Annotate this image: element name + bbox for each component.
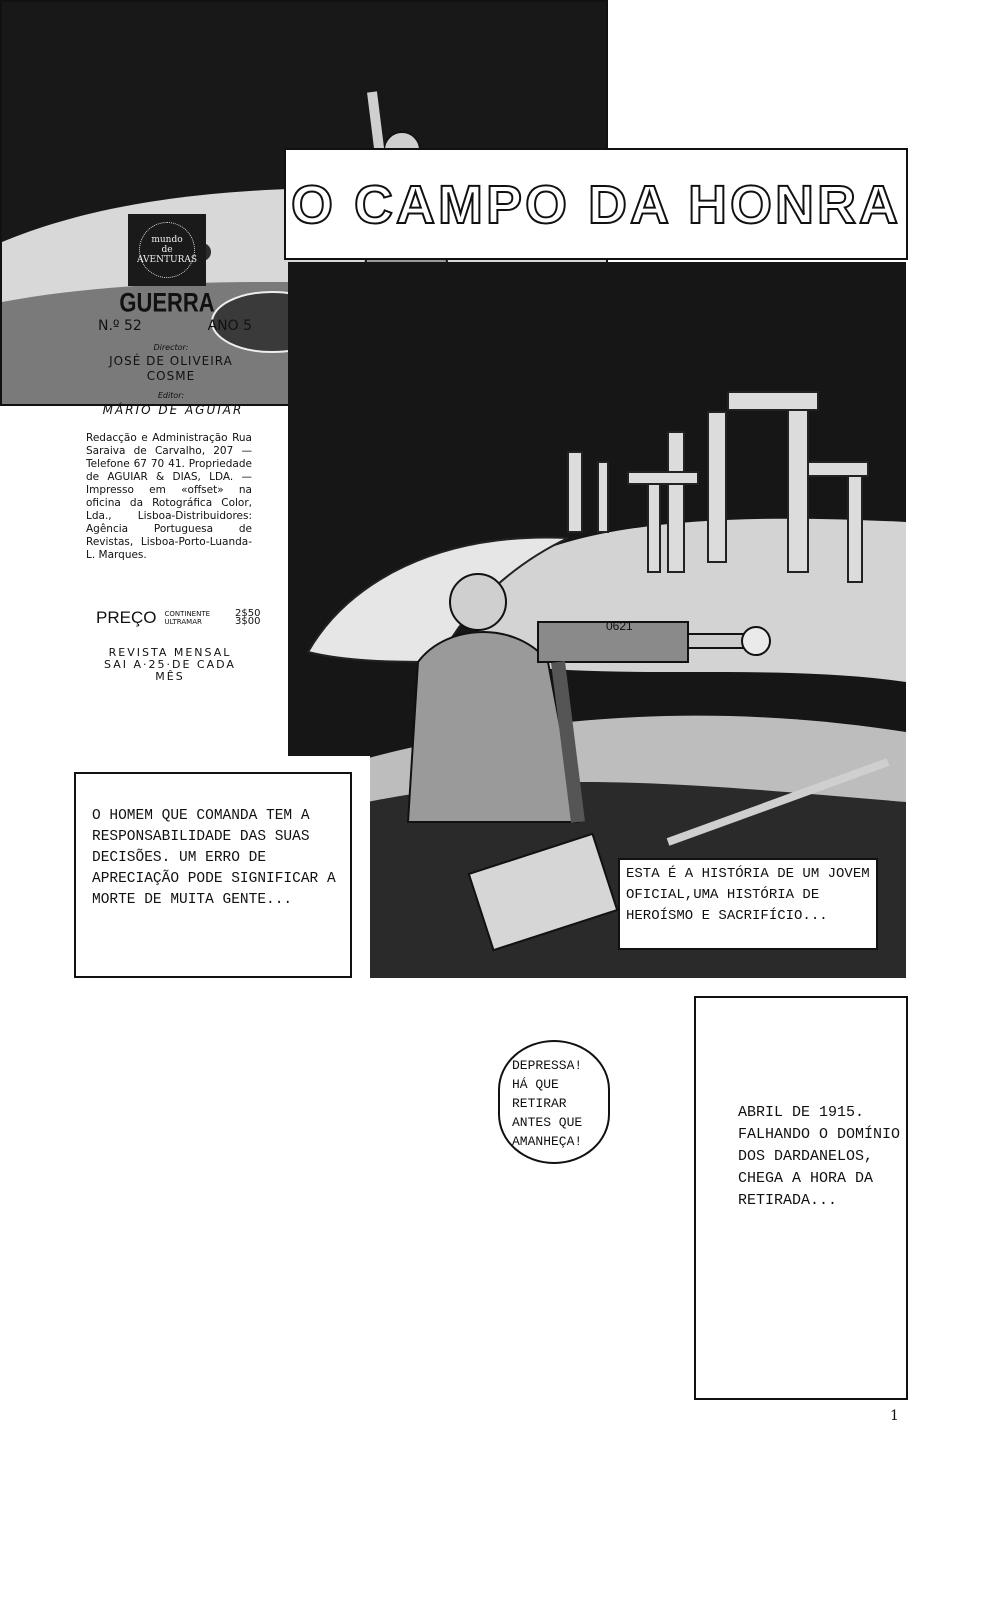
price-label: PREÇO [96,608,157,627]
issue-number: N.º 52 [98,318,142,334]
monthly-line-1: REVISTA MENSAL [108,646,232,659]
price-values [164,610,260,626]
legal-imprint: Redacção e Administração Rua Saraiva de Carvalho, 207 — Telefone 67 70 41. Propriedade de AGUIAR & DIAS, LDA. — Impresso em «offset» na oficina da Rotográfica Color, Lda., Lisboa-Distribuidores: Agência Portuguesa de Revistas, Lisboa-Porto-Luanda-L. Marques. [86,432,252,561]
story-title: O CAMPO DA HONRA [291,175,901,235]
publication-frequency [90,647,250,683]
logo-line-2: de [161,245,173,255]
editor-name: MÁRIO DE AGUIAR [102,403,244,417]
director-name-line-2: COSME [146,369,196,383]
logo-line-3: AVENTURAS [136,255,198,265]
page-number: 1 [890,1408,899,1424]
price-continent-label: CONTINENTE [164,610,211,618]
issue-year: ANO 5 [207,318,252,334]
director-name [98,354,244,384]
caption-date: ABRIL DE 1915. FALHANDO O DOMÍNIO DOS DARDANELOS, CHEGA A HORA DA RETIRADA... [694,996,908,1400]
issue-info [98,318,258,334]
director-name-line-1: JOSÉ DE OLIVEIRA [109,354,233,368]
logo-ring [136,222,198,278]
series-title: GUERRA [119,287,215,318]
director-label: Director: [153,343,189,352]
logo-line-1: mundo [151,235,183,245]
story-title-box [284,148,908,260]
caption-intro: O HOMEM QUE COMANDA TEM A RESPONSABILIDADE DAS SUAS DECISÕES. UM ERRO DE APRECIAÇÃO PODE SIGNIFICAR A MORTE DE MUITA GENTE... [74,772,352,978]
publisher-logo [128,214,206,286]
price-block [96,608,261,628]
monthly-line-3: MÊS [155,670,185,683]
caption-story: ESTA É A HISTÓRIA DE UM JOVEM OFICIAL,UMA HISTÓRIA DE HEROÍSMO E SACRIFÍCIO... [618,858,878,950]
speech-bubble: DEPRESSA! HÁ QUE RETIRAR ANTES QUE AMANHEÇA! [498,1040,610,1164]
gun-marking: 0621 [606,619,633,633]
editor-label: Editor: [157,391,185,400]
monthly-line-2: SAI A·25·DE CADA [104,658,236,671]
price-overseas-value: 3$00 [235,616,261,627]
price-continent-value: 2$50 [235,608,261,619]
price-overseas-label: ULTRAMAR [164,618,202,626]
